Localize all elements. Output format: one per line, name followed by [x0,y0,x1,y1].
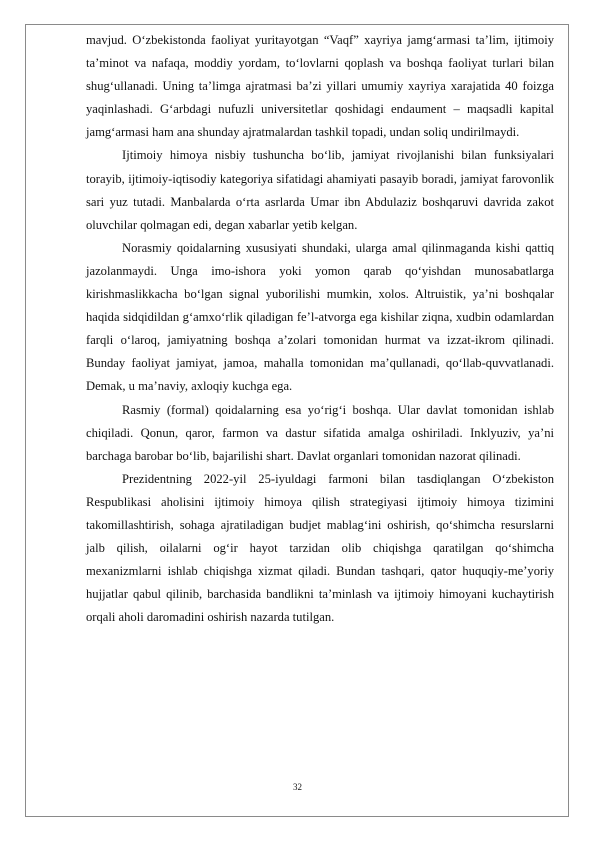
paragraph-2: Ijtimoiy himoya nisbiy tushuncha bo‘lib, jamiyat rivojlanishi bilan funksiyalari torayib, ijtimoiy-iqtisodiy kategoriya sifatidagi ahamiyati pasayib boradi, jamiyat farovonlik sari yuz tutadi. Manbalarda o‘rta asrlarda Umar ibn Abdulaziz boshqaruvi davrida zakot oluvchilar qolmagan edi, degan xabarlar yetib kelgan. [86,148,554,232]
paragraph-5: Prezidentning 2022-yil 25-iyuldagi farmoni bilan tasdiqlangan O‘zbekiston Respublikasi aholisini ijtimoiy himoya qilish strategiyasi ijtimoiy himoya tizimini takomillashtirish, sohaga ajratiladigan budjet mablag‘ini oshirish, qo‘shimcha resurslarni jalb qilish, oilalarni og‘ir hayot tarzidan olib chiqishga qaratilgan qo‘shimcha mexanizmlarni ishlab chiqishga xizmat qiladi. Bundan tashqari, qator huquqiy-me’yoriy hujjatlar qabul qilinib, barchasida bandlikni ta’minlash va ijtimoiy himoyani kuchaytirish orqali aholi daromadini oshirish nazarda tutilgan. [86,471,554,625]
page-number: 32 [293,782,302,792]
page-body [86,29,554,629]
paragraph-3: Norasmiy qoidalarning xususiyati shundaki, ularga amal qilinmaganda kishi qattiq jazolanmaydi. Unga imo-ishora yoki yomon qarab qo‘yishdan munosabatlarga kirishmaslikkacha bo‘lgan signal yuborilishi mumkin, xolos. Altruistik, ya’ni boshqalar haqida sidqidildan g‘amxo‘rlik qiladigan fe’l-atvorga ega kishilar ziqna, xudbin odamlardan farqli o‘laroq, jamiyatning boshqa a’zolari tomonidan hurmat va izzat-ikrom qilinadi. Bunday faoliyat jamiyat, jamoa, mahalla tomonidan ma’qullanadi, qo‘llab-quvvatlanadi. Demak, u ma’naviy, axloqiy kuchga ega. [86,240,554,394]
paragraph-4: Rasmiy (formal) qoidalarning esa yo‘rig‘i boshqa. Ular davlat tomonidan ishlab chiqiladi. Qonun, qaror, farmon va dastur sifatida amalga oshiriladi. Inklyuziv, ya’ni barchaga barobar bo‘lib, bajarilishi shart. Davlat organlari tomonidan nazorat qilinadi. [86,402,554,463]
paragraph-1: mavjud. O‘zbekistonda faoliyat yuritayotgan “Vaqf” xayriya jamg‘armasi ta’lim, ijtimoiy ta’minot va nafaqa, moddiy yordam, to‘lovlarni qoplash va boshqa faoliyat turlari bilan shug‘ullanadi. Uning ta’limga ajratmasi ba’zi yillari umumiy xayriya xarajatida 40 foizga yaqinlashadi. G‘arbdagi nufuzli universitetlar qoshidagi endaument – maqsadli kapital jamg‘armasi ham ana shunday ajratmalardan tashkil topadi, undan soliq undirilmaydi. [86,33,554,140]
